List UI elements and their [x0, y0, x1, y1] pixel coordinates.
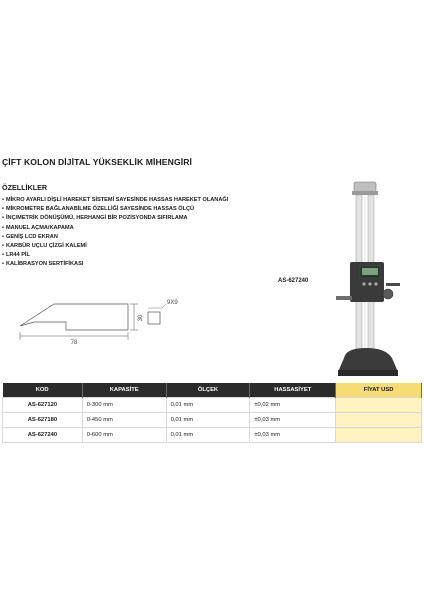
model-label: AS-627240 — [278, 278, 309, 284]
section-square — [148, 312, 160, 324]
feature-item: • GENİŞ LCD EKRAN — [2, 233, 228, 242]
cell-kapasite: 0-300 mm — [82, 398, 166, 413]
feature-item: • KALİBRASYON SERTİFİKASI — [2, 260, 228, 269]
dim-section: 9X9 — [167, 300, 178, 306]
features-list — [2, 196, 228, 270]
cell-hassasiyet: ±0,03 mm — [250, 428, 336, 443]
spec-table — [2, 383, 422, 443]
cell-fiyat — [336, 413, 422, 428]
cell-kod: AS-627180 — [3, 413, 83, 428]
feature-item: • MİKROMETRE BAĞLANABİLME ÖZELLİĞİ SAYESİNDE HASSAS ÖLÇÜ — [2, 205, 228, 214]
feature-item: • MANUEL AÇMA/KAPAMA — [2, 224, 228, 233]
table-header-row — [3, 383, 422, 398]
scriber-drawing — [14, 296, 204, 350]
cell-fiyat — [336, 398, 422, 413]
cell-olcek: 0,01 mm — [166, 413, 250, 428]
height-gauge-image — [336, 180, 416, 380]
cell-olcek: 0,01 mm — [166, 428, 250, 443]
feature-item: • LR44 PİL — [2, 251, 228, 260]
cell-hassasiyet: ±0,03 mm — [250, 413, 336, 428]
cell-kod: AS-627240 — [3, 428, 83, 443]
col-hassasiyet: HASSASİYET — [250, 383, 336, 398]
cell-kapasite: 0-600 mm — [82, 428, 166, 443]
col-kod: KOD — [3, 383, 83, 398]
col-fiyat: FİYAT USD — [336, 383, 422, 398]
scriber-outline — [20, 304, 128, 330]
col-kapasite: KAPASİTE — [82, 383, 166, 398]
table-row — [3, 398, 422, 413]
feature-item: • MİKRO AYARLI DİŞLİ HAREKET SİSTEMİ SAYESİNDE HASSAS HAREKET OLANAĞI — [2, 196, 228, 205]
col-olcek: ÖLÇEK — [166, 383, 250, 398]
dim-height: 30 — [138, 314, 144, 322]
cell-fiyat — [336, 428, 422, 443]
feature-item: • İNÇ/METRİK DÖNÜŞÜMÜ, HERHANGİ BİR POZİSYONDA SIFIRLAMA — [2, 214, 228, 223]
page-title: ÇİFT KOLON DİJİTAL YÜKSEKLİK MİHENGİRİ — [2, 157, 193, 167]
feature-item: • KARBÜR UÇLU ÇİZGİ KALEMİ — [2, 242, 228, 251]
dim-width: 78 — [70, 340, 78, 346]
cell-kod: AS-627120 — [3, 398, 83, 413]
cell-kapasite: 0-450 mm — [82, 413, 166, 428]
features-heading: ÖZELLİKLER — [2, 183, 48, 192]
cell-hassasiyet: ±0,02 mm — [250, 398, 336, 413]
table-row — [3, 428, 422, 443]
table-row — [3, 413, 422, 428]
cell-olcek: 0,01 mm — [166, 398, 250, 413]
